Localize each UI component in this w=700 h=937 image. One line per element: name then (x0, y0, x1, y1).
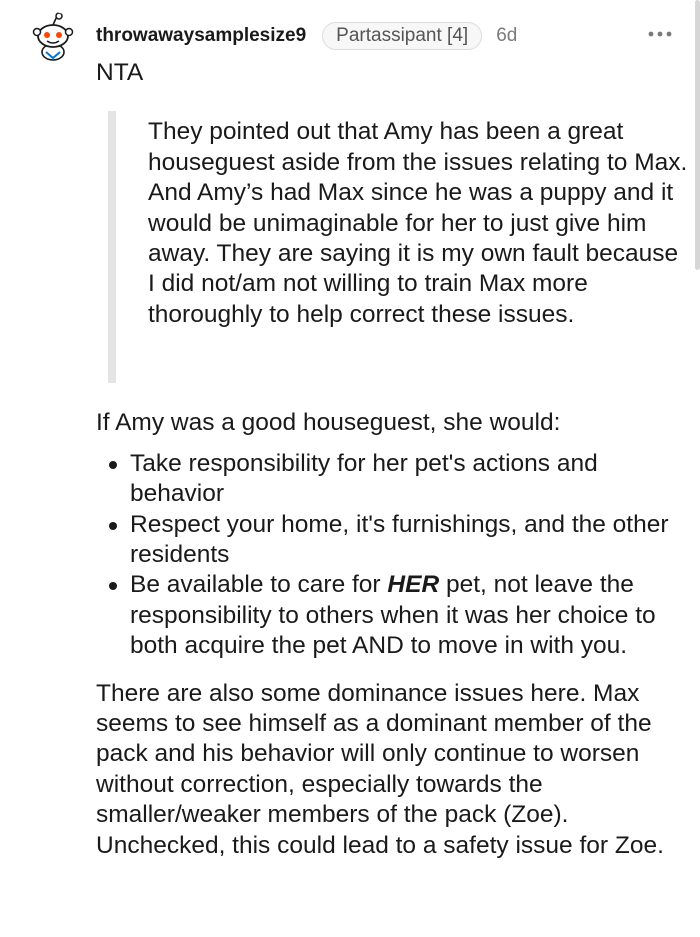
list-item (106, 570, 688, 661)
scrollbar[interactable] (695, 0, 700, 270)
list-item-text-start: Be available to care for (130, 571, 388, 599)
avatar[interactable] (28, 12, 78, 62)
username-link[interactable]: throwawaysamplesize9 (96, 25, 307, 46)
bullet-icon (109, 461, 117, 469)
bullet-icon (109, 582, 117, 590)
list-item-text-end: pet, not leave the responsibility to others when it was her choice to both acquire the pet AND to move in with you. (130, 571, 656, 660)
timestamp: 6d (496, 25, 518, 46)
quote-block (108, 111, 688, 383)
comment-body (96, 58, 688, 861)
verdict-text: NTA (96, 59, 144, 86)
user-flair[interactable]: Partassipant [4] (322, 22, 482, 50)
bullet-list (96, 449, 688, 662)
list-item (106, 449, 688, 510)
list-item-text: Take responsibility for her pet's actions and behavior (130, 449, 598, 508)
more-options-button[interactable] (646, 24, 674, 44)
list-item-text: Respect your home, it's furnishings, and the other residents (130, 510, 669, 569)
intro-paragraph: If Amy was a good houseguest, she would: (96, 409, 561, 437)
emphasis-text: HER (387, 571, 440, 599)
quote-text: They pointed out that Amy has been a great houseguest aside from the issues relating to Max. And Amy’s had Max since he was a puppy and it would be unimaginable for her to just give him away. They are saying it is my own fault because I did not/am not willing to train Max more thoroughly to help correct these issues. (148, 118, 688, 328)
snoo-avatar-icon (28, 12, 78, 62)
bullet-icon (109, 522, 117, 530)
comment-header (96, 22, 517, 50)
more-options-icon (646, 24, 674, 44)
closing-paragraph: There are also some dominance issues here. Max seems to see himself as a dominant member of the pack and his behavior will only continue to worsen without correction, especially towards the smaller/weaker members of the pack (Zoe). Unchecked, this could lead to a safety issue for Zoe. (96, 679, 664, 859)
list-item (106, 510, 688, 571)
